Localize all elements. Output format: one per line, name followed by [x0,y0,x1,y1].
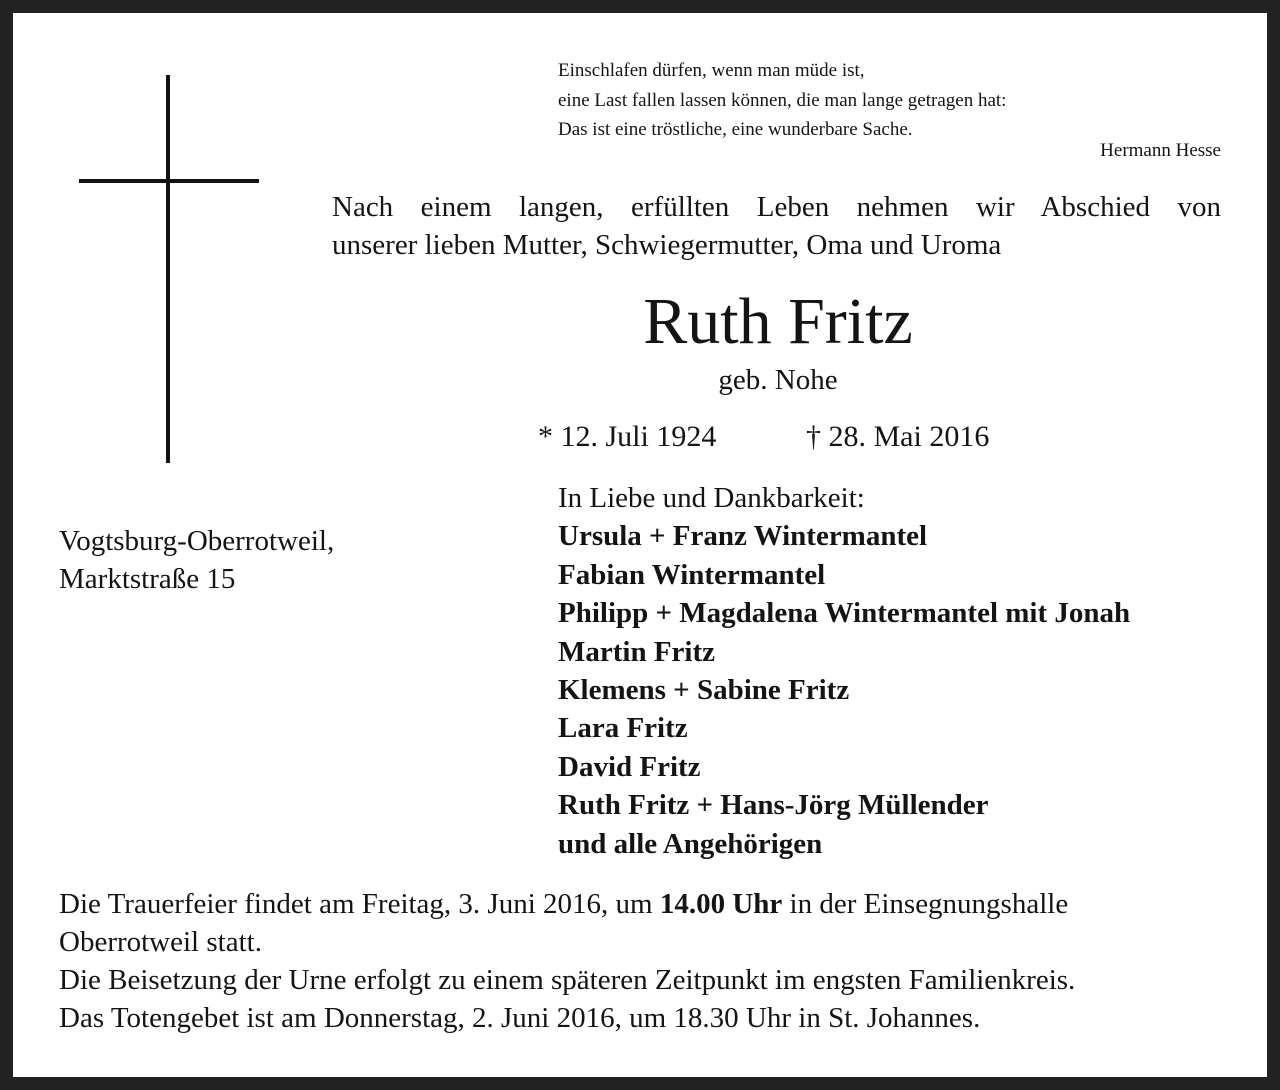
family-member: David Fritz [558,750,701,783]
quote-line: Das ist eine tröstliche, eine wunderbare Sache. [558,119,913,140]
intro-line: Nach einem langen, erfüllten Leben nehmen wir Abschied von [332,191,1221,223]
family-list [558,479,1130,863]
service-line: Oberrotweil statt. [59,926,262,958]
family-member: Philipp + Magdalena Wintermantel mit Jonah [558,597,1131,630]
family-member: Fabian Wintermantel [558,558,826,591]
family-member: Martin Fritz [558,635,716,668]
service-text: Die Trauerfeier findet am Freitag, 3. Juni 2016, um [59,888,660,920]
address-line: Vogtsburg-Oberrotweil, [59,525,335,557]
address [59,522,334,598]
deceased-name: Ruth Fritz [643,285,913,358]
family-intro: In Liebe und Dankbarkeit: [558,482,865,514]
intro-text [332,188,1221,264]
cross-icon-vertical-bar [166,75,170,463]
intro-line: unserer lieben Mutter, Schwiegermutter, Oma und Uroma [332,229,1002,261]
service-line [59,885,1075,923]
birth-date: * 12. Juli 1924 [538,420,717,453]
service-time: 14.00 Uhr [659,888,783,920]
cross-icon-horizontal-bar [79,179,259,183]
family-member: Ursula + Franz Wintermantel [558,520,928,553]
service-line: Die Beisetzung der Urne erfolgt zu einem späteren Zeitpunkt im engsten Familienkreis. [59,964,1076,996]
service-text: in der Einsegnungshalle [782,888,1069,920]
death-date: † 28. Mai 2016 [806,420,990,453]
address-line: Marktstraße 15 [59,563,236,595]
maiden-name: geb. Nohe [718,364,838,396]
quote-author: Hermann Hesse [1100,140,1221,161]
service-line: Das Totengebet ist am Donnerstag, 2. Juni 2016, um 18.30 Uhr in St. Johannes. [59,1002,981,1034]
quote-line: Einschlafen dürfen, wenn man müde ist, [558,60,865,81]
family-member: Ruth Fritz + Hans-Jörg Müllender [558,789,989,822]
quote-block [558,56,1006,145]
quote-line: eine Last fallen lassen können, die man lange getragen hat: [558,89,1007,111]
family-member: Klemens + Sabine Fritz [558,674,850,707]
service-details [59,885,1075,1037]
family-member: Lara Fritz [558,712,688,745]
family-member: und alle Angehörigen [558,827,823,860]
